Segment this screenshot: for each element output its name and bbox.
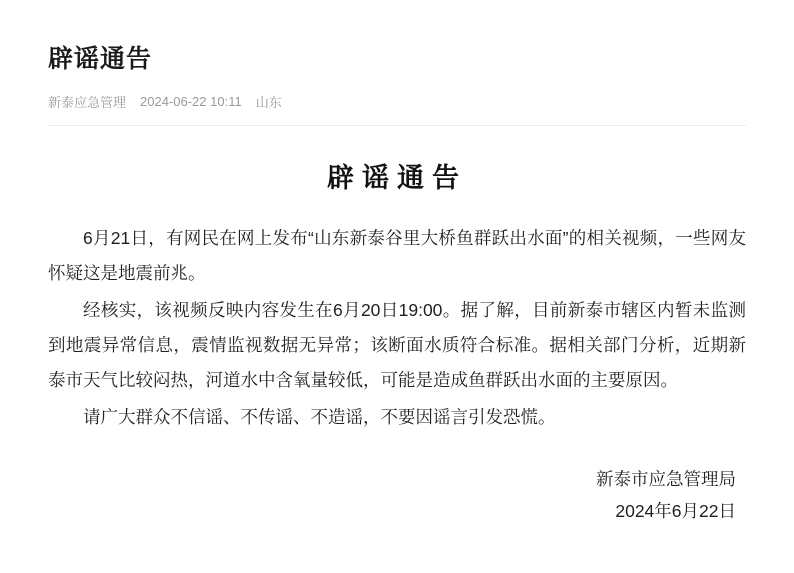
signature-issuer: 新泰市应急管理局 [596, 469, 736, 489]
signature-date: 2024年6月22日 [615, 501, 736, 522]
page-title: 辟谣通告 [48, 44, 153, 73]
signature-block [48, 463, 746, 528]
article-page [0, 17, 794, 573]
body-paragraph: 6月21日，有网民在网上发布“山东新泰谷里大桥鱼群跃出水面”的相关视频，一些网友怀疑这是地震前兆。 [48, 228, 746, 283]
document-heading: 辟谣通告 [327, 163, 467, 194]
meta-source: 新泰应急管理 [48, 95, 127, 110]
meta-timestamp: 2024-06-22 10:11 [140, 94, 242, 109]
body-paragraph: 请广大群众不信谣、不传谣、不造谣，不要因谣言引发恐慌。 [83, 407, 556, 427]
header-divider [48, 125, 746, 126]
meta-location: 山东 [255, 95, 282, 110]
body-paragraph: 经核实，该视频反映内容发生在6月20日19:00。据了解，目前新泰市辖区内暂未监测到地震异常信息，震情监视数据无异常；该断面水质符合标准。据相关部门分析，近期新泰市天气比较闷热，河道水中含氧量较低，可能是造成鱼群跃出水面的主要原因。 [48, 300, 746, 390]
article-body [48, 221, 746, 435]
article-meta [48, 92, 746, 111]
